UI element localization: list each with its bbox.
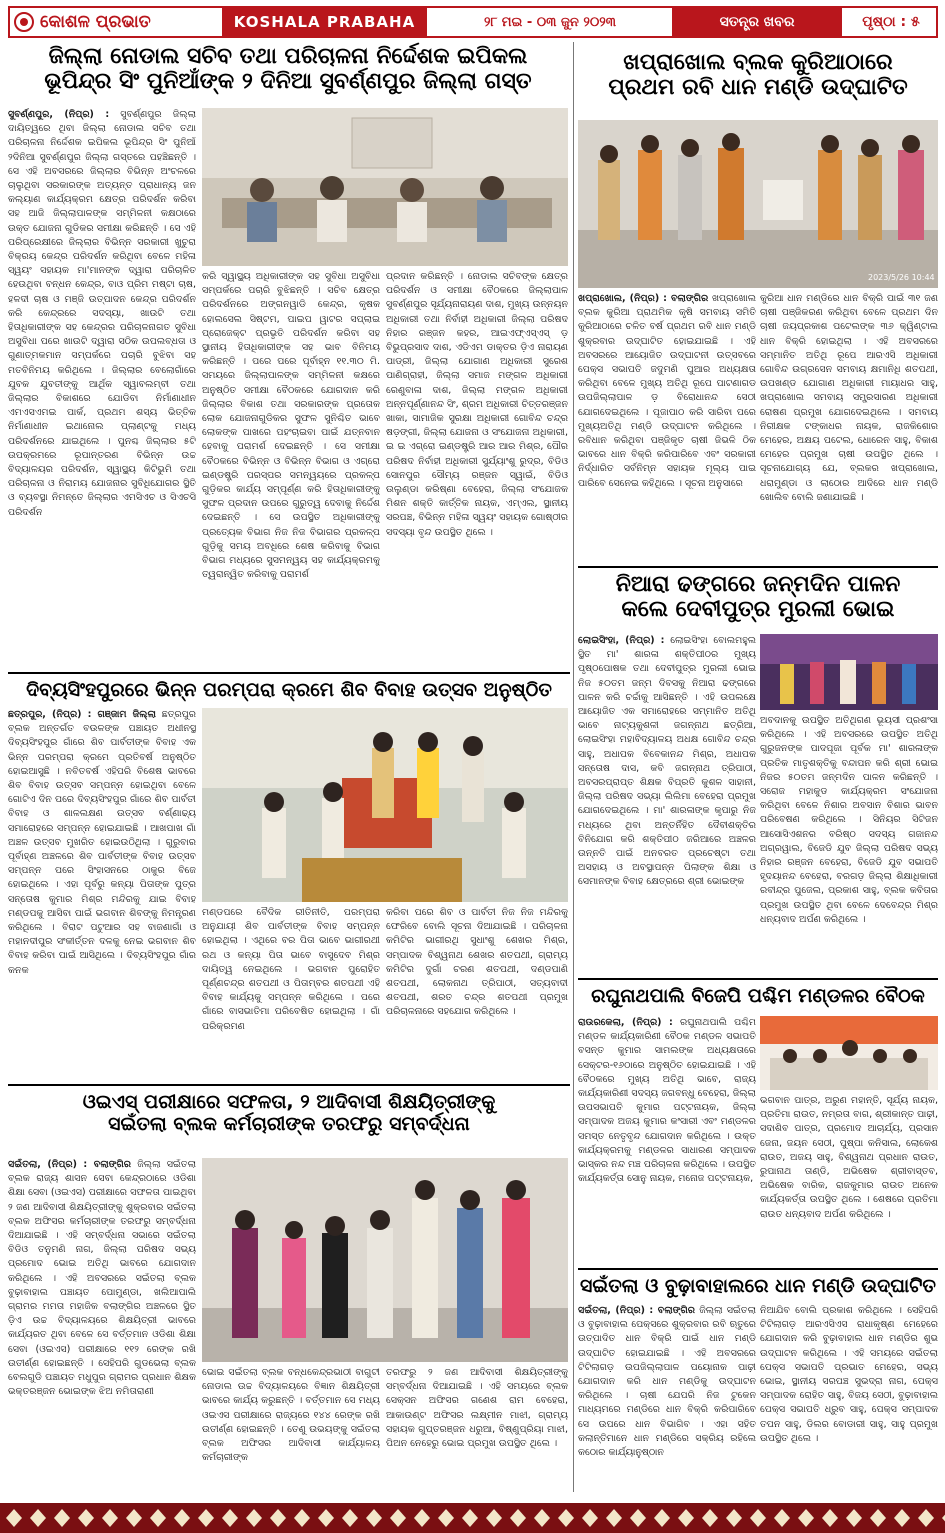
band-diamond [606,1509,622,1527]
separator-rule [578,1268,938,1270]
article-6-column-3 [386,1366,568,1498]
article-1-body-1: ସୁବର୍ଣ୍ଣପୁର ଜିଲ୍ଲା ଦାୟିତ୍ୱରେ ଥିବା ଜିଲ୍ଲା ନୋଡାଲ ସଚିବ ତଥା ପରିଚାଳନା ନିର୍ଦ୍ଦେଶକ ଇପିକଲ ଭୂପିନ୍ଦ୍ର ସିଂ ପୁନିଆଁ ୨ଦିନିଆ ସୁବର୍ଣ୍ଣପୁର ଜିଲ୍ଲା ଗସ୍ତରେ ପହଞ୍ଚିଛନ୍ତି । ସେ ଏହି ଅବସରରେ ଜିଲ୍ଲାର ବିଭିନ୍ନ ଅଂଚଳରେ ଚାଲୁଥିବା ସରକାରଙ୍କ ଅତ୍ୟନ୍ତ ପ୍ରାଧାନ୍ୟ ଜନ କଲ୍ୟାଣ କାର୍ଯ୍ୟକ୍ରମ କ୍ଷେତ୍ର ପରିଦର୍ଶନ କରିବା ସହ ଆଜି ଜିଲ୍ଲାପାଳଙ୍କ ସମ୍ମିଳନୀ କକ୍ଷଠାରେ ଉକ୍ତ ଯୋଜନା ଗୁଡିକର ସମୀକ୍ଷା କରିଛନ୍ତି । ସେ ଏହି ପରିପ୍ରେକ୍ଷୀରେ ଜିଲ୍ଲାର ବିଭିନ୍ନ ସରକାରୀ ଖୁଚୁରା ବିକ୍ରୟ କେନ୍ଦ୍ର ପରିଦର୍ଶନ କରିଥିବା ବେଳେ ମହିଳା ସ୍ୱୟଂ ସହାୟକ ମା'ମାନଙ୍କ ଦ୍ୱାରା ପରିଚାଳିତ ହେଉଥିବା ବନ୍ଧନ କେନ୍ଦ୍ର, ବାଓ ପ୍ରିମ ମଷ୍ଟା ଚାଷ, ହଳଦୀ ଚାଷ ଓ ମଞ୍ଜି ଉତ୍ପାଦନ କେନ୍ଦ୍ର ପରିଦର୍ଶନ କରି କେନ୍ଦ୍ରରେ ସଦସ୍ୟା, ଖାଉଟି ତଥା ହିତାଧିକାରୀଙ୍କ ସହ କେନ୍ଦ୍ରର ପରିଚାଳନାଗତ ସୁବିଧା ଅସୁବିଧା ପରେ ଖାଉଟି ଦ୍ୱାରା ସଠିକ ଉପଲବ୍ଧତା ଓ ଗୁଣାତ୍ମକମାନ ସମ୍ପର୍କରେ ପଚାରି ବୁଝିବା ସହ ମତବିନିମୟ କରିଥିଲେ । ଜିଲ୍ଲାର ବେଲୋଗାଁରେ ଯୁବକ ଯୁବତୀଙ୍କୁ ଆର୍ଥିକ ସ୍ୱାବଲମ୍ବୀ ତଥା ଜିଲ୍ଲାର ବିକାଶରେ ଯୋଡିବା ନିର୍ମାଣାଧୀନ ଏମଏସଏମଇ ପାର୍କ, ପ୍ରଥମ ଶସ୍ୟ ଭିତ୍ତିକ ନିର୍ମାଣାଧୀନ ଇଥାନୋଲ ପ୍ଲାଣ୍ଟକୁ ମଧ୍ୟ ପରିଦର୍ଶନରେ ଯାଇଥିଲେ । ପୁନଶ୍ଚ ଜିଲ୍ଲାର ୫ଟି ଉପକ୍ରମରେ ରୂପାନ୍ତରଣ ବିଭିନ୍ନ ଉଚ୍ଚ ବିଦ୍ୟାଳୟର ପରିଦର୍ଶନ, ସ୍ୱାସ୍ଥ୍ୟ କିଟିଭୁମି ତଥା ପରିଚାଳନା ଓ ନିରାମୟ ଯୋଜନାର ସୁବିଧିଯୋଗର ସ୍ଥିତି ଓ ବ୍ୟବସ୍ଥା ନିମନ୍ତେ ଜିଲ୍ଲାର ଏମସିଏଚ ଓ ସିଏଚସି ପରିଦର୍ଶନ [8,109,196,518]
article-6-headline [8,1092,570,1136]
article-4-body-3: କରିବା ପରେ ଶିବ ଓ ପାର୍ବତୀ ନିଜ ନିଜ ମନ୍ଦିରକୁ ଫେରିବେ ବୋଲି ସୂଚନା ଦିଆଯାଇଛି । ପରିଚାଳନା କମିଟିର ଭାଗୀରଥି ସୁଧାଂଶୁ ଶେଖର ମିଶ୍ର, ସମ୍ପାଦକ ବିଶ୍ୱନାଥ ଶେଖର ଶତପଥୀ, ଗ୍ରାମ୍ୟ କମିଟିର ଦୁର୍ଗା ଚରଣ ଶତପଥୀ, ଦଣ୍ଡପାଣି ଶତପଥୀ, ଲୋକନାଥ ତ୍ରିପାଠୀ, ସତ୍ୟବାଦୀ ଶତପଥୀ, ଶରତ ଚନ୍ଦ୍ର ଶତପଥୀ ପ୍ରମୁଖ ପରିଚାଳନାରେ ସହଯୋଗ କରିଥିଲେ । [386,907,568,1018]
separator-rule [578,566,938,568]
band-diamond [822,1509,838,1527]
article-3-byline: ଲୋଇସିଂହା, (ନିପ୍ର) : [578,635,665,646]
article-3-column-2 [760,714,938,974]
article-2-photo [578,120,938,288]
article-1-body-3: ପ୍ରଦାନ କରିଛନ୍ତି । ନୋଡାଲ ସଚିବଙ୍କ କ୍ଷେତ୍ର ପରିଦର୍ଶନ ଓ ସମୀକ୍ଷା ବୈଠକରେ ଜିଲ୍ଲାପାଳ ସୁବର୍ଣ୍ଣପୁର ସୂର୍ଯ୍ୟନାରାୟଣ ଦାଶ, ମୁଖ୍ୟ ଉନ୍ନୟନ ଅଧିକାରୀ ତଥା ନିର୍ବାହୀ ଅଧିକାରୀ ଜିଲ୍ଲା ପରିଷଦ ନିହାର ରଞ୍ଜନ କହର, ଆଇଏଫ୍ଏସ୍ଏସ୍ ଡ଼ ବିଭୁପ୍ରସାଦ ଦାଶ, ଏଡିଏମ ଡାକ୍ତର ଡ଼ିଏ ନାରାୟଣ ପାଡ୍ରୀ, ଜିଲ୍ଲା ଯୋଗାଣ ଅଧିକାରୀ ସୁରେଶ ପାଣିଗ୍ରାହୀ, ଜିଲ୍ଲା ସମାଜ ମଙ୍ଗଳ ଅଧିକାରୀ ରେଣୁବାଳା ଦାଶ, ଜିଲ୍ଲା ମଙ୍ଗଳ ଅଧିକାରୀ ଅନ୍ନପୂର୍ଣ୍ଣାନନ୍ଦ ସିଂ, ଶ୍ରମ ଅଧିକାରୀ ଚିତ୍ତରଞ୍ଜନ ଖାକା, ସାମାଜିକ ସୁରକ୍ଷା ଅଧିକାରୀ ଗୋବିନ୍ଦ ଚନ୍ଦ୍ର ଷଡ଼ଙ୍ଗୀ, ଜିଲ୍ଲା ଯୋଜନା ଓ ସଂଯୋଜନା ଅଧିକାରୀ, ଇ ଇ ଏଗ୍ରୋ ଇଣ୍ଡଷ୍ଟ୍ରି ଆର ଆର ମିଶ୍ର, ପୌର ପରିଷଦ ନିର୍ବାହୀ ଅଧିକାରୀ ସୁର୍ଯ୍ୟାଂଶୁ ରୁଦ୍ର, ବିଡିଓ ସୋନପୁର ସୌମ୍ୟ ରଞ୍ଜନ ସ୍ୱାଇଁ, ବିଡିଓ ଉଲୁଣ୍ଡା କରିଷ୍ଣା ବେହେରା, ଜିଲ୍ଲା ସଂଯୋଜକ ମିଶନ ଶକ୍ତି କାର୍ତ୍ତିକ ନାୟକ, ଏମ୍ଏଲ, ସ୍ଥାନୀୟ ସରପଞ୍ଚ, ବିଭିନ୍ନ ମହିଳା ସ୍ୱୟଂ ସହାୟକ ଗୋଷ୍ଠୀର ସଦସ୍ୟା ବୃନ୍ଦ ଉପସ୍ଥିତ ଥିଲେ । [386,271,568,538]
band-diamond [510,1509,526,1527]
band-diamond [918,1509,934,1527]
band-diamond [558,1509,574,1527]
article-6-headline-line1: ଓଇଏସ୍ ପରୀକ୍ଷାରେ ସଫଳତା, ୨ ଆଦିବାସୀ ଶିକ୍ଷୟିତ୍ରୀଙ୍କୁ [82,1091,496,1113]
emblem-icon [14,12,34,32]
band-diamond [390,1509,406,1527]
article-3-headline [580,572,936,623]
article-2-body-2: କୁରିଆ ଧାନ ମଣ୍ଡିରେ ଧାନ ବିକ୍ରି ପାଇଁ ୩୧ ଜଣ ଚାଷୀ ପଞ୍ଜିକରଣ କରିଥିବା ବେଳେ ପ୍ରଥମ ଦିନ ଚାଷୀ ଜୟପ୍ରକାଶ ପଟେଲଙ୍କ ୩୬ କ୍ୱିଣ୍ଟାଲ ଧାନ ବିକ୍ରି ହୋଇଥିଲା । ଏହି ଅବସରରେ ସମ୍ମାନିତ ଅତିଥି ରୂପେ ଆରଏସି ଅଧିକାରୀ ଗୋବିନ୍ଦ ଉଗ୍ରସେନ ସମବାୟ କ୍ଷମାନିଧି ଶତପଥୀ, ଉପଖଣ୍ଡ ଯୋଗାଣ ଅଧିକାରୀ ମାୟାଧର ସାହୁ, ଖପ୍ରାଖୋଲ ସମବାୟ ସମ୍ପ୍ରସାରଣ ଅଧିକାରୀ ରୋଷଣ ପ୍ରମୁଖ ଯୋଗଦେଇଥିଲେ । ସମବାୟ ନିରୀକ୍ଷକ ଟଙ୍କାଧର ନାୟକ, ରାଜକିଶୋର ମେହେର, ଅକ୍ଷୟ ପଟେଲ, ଧୋରେନ ସାହୁ, ବିକାଶ ମେହେର ପ୍ରମୁଖ ଚାଷୀ ଉପସ୍ଥିତ ଥିଲେ । ସୂଚନାଯୋଗ୍ୟ ଯେ, ବ୍ଲକର ଖପ୍ରାଖୋଲ, ଧରାମୁଣ୍ଡା ଓ ଲାଠୋର ଆଦିରେ ଧାନ ମଣ୍ଡି ଖୋଲିବ ବୋଲି ଜଣାଯାଇଛି । [760,293,938,503]
article-1-photo [202,108,568,266]
footer-decorative-band [0,1503,945,1533]
article-5-column-2 [760,1094,938,1264]
article-6-column-2 [202,1366,380,1498]
band-diamond [54,1509,70,1527]
article-2-column-2 [760,292,938,562]
band-diamond [678,1509,694,1527]
separator-rule [8,1084,570,1086]
band-diamond [102,1509,118,1527]
article-4-headline: ଦିବ୍ୟସିଂହପୁରରେ ଭିନ୍ନ ପରମ୍ପରା କ୍ରମେ ଶିବ ବିବାହ ଉତ୍ସବ ଅନୁଷ୍ଠିତ [26,679,552,701]
band-diamond [30,1509,46,1527]
band-diamond [726,1509,742,1527]
band-diamond [894,1509,910,1527]
article-5-column-1 [578,1016,756,1264]
article-2-headline-line1: ଖପ୍ରାଖୋଲ ବ୍ଲକ କୁରିଆଠାରେ [623,50,893,75]
band-diamond [414,1509,430,1527]
article-4-body-2: ମଣ୍ଡପରେ ବୈଦିକ ରୀତିନୀତି, ପରମ୍ପରା ଅନୁଯାୟୀ ଶିବ ପାର୍ବତୀଙ୍କ ବିବାହ ସମ୍ପନ୍ନ ହୋଇଥିଲା । ଏଥିରେ ବର ପିତା ଭାବେ ଭାଗୀରଥୀ ରଥ ଓ କନ୍ୟା ପିତା ଭାବେ ବାସୁଦେବ ମିଶ୍ର ଦାୟିତ୍ୱ ନେଇଥିଲେ । ଭଗବାନ ପୁରୋହିତ ପୂର୍ଣ୍ଣଚନ୍ଦ୍ର ଶତପଥୀ ଓ ପିତାମ୍ବର ଶତପଥୀ ଏହି ବିବାହ କାର୍ଯ୍ୟକୁ ସମ୍ପନ୍ନ କରିଥିଲେ । ପରେ ଗାଁରେ ବାସଭାତିମା ପରିବେଷିତ ହୋଇଥିଲା । ଗାଁ ପରିକ୍ରମଣ [202,907,380,1032]
article-7-column-1 [578,1304,756,1498]
article-2-headline [580,50,936,101]
band-diamond [870,1509,886,1527]
band-diamond [318,1509,334,1527]
band-diamond [846,1509,862,1527]
article-6-body-3: ତରଫରୁ ୨ ଜଣ ଆଦିବାସୀ ଶିକ୍ଷୟିତ୍ରୀଙ୍କୁ ସମ୍ବର୍ଦ୍ଧନା ଦିଆଯାଇଛି । ଏହି ସମୟରେ ବ୍ଲକ ସେକ୍ସନ ଅଫିସର ଗଣେଶ ରାମ ବେହେରା, ଆକାଉଣ୍ଟ ଅଫିସର ଲକ୍ଷ୍ମୀନ ମାଝୀ, ଗ୍ରାମ୍ୟ ସହାୟକ ଗୁପ୍ତରଞ୍ଜନ ଧରୁଆ, ବିଷ୍ଣୁପ୍ରିୟା ମାଝୀ, ପିଅନ ନେହେରୁ ଭୋଇ ପ୍ରମୁଖ ଉପସ୍ଥିତ ଥିଲେ । [386,1367,568,1450]
band-diamond [534,1509,550,1527]
band-diamond [774,1509,790,1527]
band-diamond [222,1509,238,1527]
band-diamond [438,1509,454,1527]
article-4-byline: ଛତ୍ରପୁର, (ନିପ୍ର) : ଗଞ୍ଜାମ ଜିଲ୍ଲା [8,709,156,720]
band-diamond [654,1509,670,1527]
article-1-headline-line2: ଭୂପିନ୍ଦ୍ର ସିଂ ପୁନିଆଁଙ୍କ ୨ ଦିନିଆ ସୁବର୍ଣ୍ଣପୁର ଜିଲ୍ଲା ଗସ୍ତ [44,69,532,95]
article-5-byline: ରାଉରକେଲା, (ନିପ୍ର) : [578,1017,673,1028]
article-6-body-1: ଜିଲ୍ଲା ସଇଁତଲା ବ୍ଲକ ରାଜ୍ୟ ଶାସନ ସେବା କେନ୍ଦ୍ରଠାରେ ଓଡିଶା ଶିକ୍ଷା ସେବା (ଓଇଏସ) ପରୀକ୍ଷାରେ ସଫଳତା ପାଇଥିବା ୨ ଜଣ ଆଦିବାସୀ ଶିକ୍ଷୟିତ୍ରୀଙ୍କୁ ଶୁକ୍ରବାର ସଇଁତଲା ବ୍ଲକ ଅଫିସର କର୍ମଚାରୀଙ୍କ ତରଫରୁ ସମ୍ବର୍ଦ୍ଧନା ଦିଆଯାଇଛି । ଏହି ସମ୍ବର୍ଦ୍ଧନା ସଭାରେ ସଇଁତଲା ବିଡିଓ ତନୁମଣି ନାଗ, ଜିଲ୍ଲା ପରିଷଦ ସଭ୍ୟ ପ୍ରମୋଦ ଭୋଇ ଅତିଥି ଭାବରେ ଯୋଗଦାନ କରିଥିଲେ । ଏହି ଅବସରରେ ସଇଁତଲା ବ୍ଲକ ବୁଢ଼ାବାହାଲ ପଞ୍ଚାୟତ ପୋମୁଣ୍ଡା, ଖଲିଆପାଲି ଗ୍ରାମର ମମତା ମହାଜିକ ବଲାଙ୍ଗିର ଅଞ୍ଚଳରେ ସ୍ଥିତ ଡ଼ିଏ ଉଚ୍ଚ ବିଦ୍ୟାଳୟରେ ଶିକ୍ଷୟିତ୍ରୀ ଭାବରେ କାର୍ଯ୍ୟରତ ଥିବା ବେଳେ ସେ ବର୍ତ୍ତମାନ ଓଡିଶା ଶିକ୍ଷା ସେବା (ଓଇଏସ) ପରୀକ୍ଷାରେ ୧୧୨ ରେଙ୍କ ରଖି ଉତୀର୍ଣ୍ଣ ହୋଇଛନ୍ତି । ସେହିପରି ଗୁଡଭେଲା ବ୍ଲକ ବେଲଗୁଡି ପଞ୍ଚାୟତ ମଧୁପୁର ଗ୍ରାମର ପ୍ରଧାନ ଶିକ୍ଷକ ଭକ୍ତରଞ୍ଜନ ଭୋଇଙ୍କ ଝିଅ ନମିତାରାଣୀ [8,1159,196,1398]
article-4-column-1 [8,708,196,1080]
band-diamond [702,1509,718,1527]
band-diamond [174,1509,190,1527]
article-2-body-1: ଖପ୍ରାଖୋଲ ବ୍ଲକ କୁରିଆ ପ୍ରାଥମିକ କୃଷି ସମବାୟ ସମିତି କୁରିଆଠାରେ ଚଳିତ ବର୍ଷ ପ୍ରଥମ ରବି ଧାନ ମଣ୍ଡି ଶୁକ୍ରବାର ଉଦ୍‌ଘାଟିତ ହୋଇଯାଇଛି । ଏହି ଅବସରରେ ଆୟୋଜିତ ଉଦ୍‌ଘାଟନୀ ଉତ୍ସବରେ ପେକ୍ସ ସଭାପତି ଜଦୁମଣି ପୁଆର ଅଧ୍ୟକ୍ଷତା କରିଥିବା ବେଳେ ମୁଖ୍ୟ ଅତିଥି ରୂପେ ପାଟଣାଗଡ ଉପଜିଲ୍ଲାପାଳ ଡ଼ ବିରୋଧାନନ୍ଦ ସେଠୀ ଯୋଗଦେଇଥିଲେ । ପୂଜାପାଠ କରି ସାରିବା ପରେ ମୁଖ୍ୟଅତିଥି ମଣ୍ଡି ଉଦ୍‌ଘାଟନ କରିଥିଲେ । ରବିଧାନ କରିଥିବା ପଞ୍ଜିକୃତ ଚାଷୀ ଜିଭଳି ଠିକ ଭାବରେ ଧାନ ବିକ୍ରି କରିପାରିବେ ଏବଂ ସରକାରୀ ନିର୍ଦ୍ଧାରିତ ସର୍ବନିମ୍ନ ସହାୟକ ମୂଲ୍ୟ ପାଇ ପାରିବେ ସେନେଇ କହିଥିଲେ । ସୂଚନା ଅନୁସାରେ [578,293,756,489]
article-4-photo [202,708,568,902]
band-diamond [198,1509,214,1527]
article-4-column-3 [386,906,568,1080]
article-3-headline-line2: କଲେ ଦେବୀପୁତ୍ର ମୁରଲୀ ଭୋଇ [621,597,895,623]
band-diamond [126,1509,142,1527]
band-diamond [486,1509,502,1527]
article-5-photo [760,1016,938,1090]
article-7-headline: ସଇଁତଲା ଓ ବୁଢ଼ାବାହାଲରେ ଧାନ ମଣ୍ଡି ଉଦ୍‌ଘାଟିତ [580,1275,936,1297]
band-diamond [462,1509,478,1527]
article-7-body-2: ନିଆଯିବ ବୋଲି ପ୍ରକାଶ କରିଥିଲେ । ସେହିପରି ଟିଟିଲାଗଡ଼ ଆରଏସିଏସ ରାଧାକୃଷ୍ଣ ମେହେରେ ଯୋଗଦାନ କରି ବୁଢ଼ାବାହାଲ ଧାନ ମଣ୍ଡିର ଶୁଭ ଉଦ୍‌ଘାଟନ କରିଥିଲେ । ଏହି ସମୟରେ ସଇଁତଲା ପେକ୍ସ ସଭାପତି ପ୍ରଭାତ ମେହେର, ସଭ୍ୟ ଭୋଇ, ସ୍ଥାନୀୟ ସରପଞ୍ଚ ସୁଭଦ୍ରା ନାଗ, ପେକ୍ସ ସମ୍ପାଦକ ରୋହିତ ସାହୁ, ବିଜୟ ସେଠୀ, ବୁଢ଼ାବାହାଲ ପେକ୍ସ ସଭାପତି ଧ୍ରୁବ ସାହୁ, ପେକ୍ସ ସମ୍ପାଦକ ତପନ ସାହୁ, ଡିଲର ବୋଡାରୀ ସାହୁ, ସାହୁ ପ୍ରମୁଖ ଉପସ୍ଥିତ ଥିଲେ । [760,1305,938,1444]
footer-pattern [0,1503,945,1533]
band-diamond [798,1509,814,1527]
article-6-headline-line2: ସଇଁତଲା ବ୍ଲକ କର୍ମଚାରୀଙ୍କ ତରଫରୁ ସମ୍ବର୍ଦ୍ଧନା [108,1112,470,1135]
article-6-byline: ସଇଁତଲା, (ନିପ୍ର) : ବଲାଙ୍ଗିର [8,1159,132,1170]
article-3-body-1: ଲୋଇସିଂହା ବୋଲମହୁଲ ସ୍ଥିତ ମା' ଶାରଳା ଶକ୍ତିପୀଠର ମୁଖ୍ୟ ପୃଷ୍ଠପୋଷକ ତଥା ଦେବୀପୁତ୍ର ମୁରଲୀ ଭୋଇ ନିଜ ୫୦ତମ ଜନ୍ମ ଦିବସକୁ ନିଆରା ଢଙ୍ଗରେ ପାଳନ କରି ଚର୍ଚ୍ଚାକୁ ଆସିଛନ୍ତି । ଏହି ଉପଲକ୍ଷେ ଆୟୋଜିତ ଏକ ସମାରୋହରେ ସମ୍ମାନିତ ଅତିଥି ଭାବେ ନାଟ୍ୟକୁଶଳୀ ଜଗନ୍ନାଥ ଛତ୍ରିଆ, ଲୋଇସିଂହା ମହାବିଦ୍ୟାଳୟ ଅଧକ୍ଷ ଗୋବିନ୍ଦ ଚନ୍ଦ୍ର ସାହୁ, ଅଧାପକ ବିବେକାନନ୍ଦ ମିଶ୍ର, ଅଧାପକ ସନ୍ତୋଷ ଦାସ, କବି ଜଗନ୍ନାଥ ତ୍ରିପାଠୀ, ଅବସରପ୍ରାପ୍ତ ଶିକ୍ଷକ ବିପ୍ରତି କୁଶଳ ସାହାନୀ, ଜିଲ୍ଲା ପରିଷଦ ସଭ୍ୟା ଲିଲିମା ବେହେରା ପ୍ରମୁଖ ଯୋଗଦେଇଥିଲେ । ମା' ଶାରଳାଙ୍କ କୃପାରୁ ନିଜ ମଧ୍ୟରେ ଥିବା ଅନ୍ତର୍ନିହିତ ଦୈବୀଶକ୍ତିର ବିନିଯୋଗ କରି ଶକ୍ତିପୀଠ ଜରିଆରେ ଅଞ୍ଚଳର ଉନ୍ନତି ପାଇଁ ଅନବରତ ପ୍ରଚେଷ୍ଟା ତଥା ଅସହାୟ ଓ ଅବସ୍ଥାପନ୍ନ ପିଲାଙ୍କ ଶିକ୍ଷା ଓ ସେମାନଙ୍କ ବିବାହ କ୍ଷେତ୍ରରେ ଶ୍ରୀ ଭୋଇଙ୍କ [578,635,756,888]
article-3-photo [760,634,938,710]
page-number: ପୃଷ୍ଠା : ୫ [862,14,920,30]
article-2-byline: ଖପ୍ରାଖୋଲ, (ନିପ୍ର) : ବଲାଙ୍ଗିର [578,293,709,304]
article-4-body-1: ଛତ୍ରପୁର ବ୍ଲକ ଅନ୍ତର୍ଗତ ବଉଳଙ୍କ ପଞ୍ଚାୟତ ଅଧୀନସ୍ଥ ଦିବ୍ୟସିଂହପୁର ଗାଁରେ ଶିବ ପାର୍ବତୀଙ୍କ ବିବାହ ଏକ ଭିନ୍ନ ପରମ୍ପରା କ୍ରମେ ପ୍ରତିବର୍ଷ ଅନୁଷ୍ଠିତ ହୋଇଆସୁଛି । ନବିତବର୍ଷ ଏହିପରି ବିଶେଷ ଭାବରେ ଶିବ ବିବାହ ଉତ୍ସବ ସମ୍ପନ୍ନ ହୋଇଥିବା ବେଳେ ଗୋଟିଏ ଦିନ ପରେ ଦିବ୍ୟସିଂହପୁର ଗାଁରେ ଶିବ ପାର୍ବତୀ ବିବାହ ଓ ଶାଳଲକ୍ଷଣ ଉତ୍ସବ ବର୍ଣ୍ଣାଢ୍ୟ ସମାରୋହରେ ସମ୍ପନ୍ନ ହୋଇଯାଇଛି । ଆଖପାଖ ଗାଁ ଅଞ୍ଚଳ ଉତ୍ସବ ମୁଖରିତ ହୋଇଉଠିଥିଲା । ଗୁରୁବାର ପୂର୍ବାହ୍ଣ ଅଞ୍ଚଳରେ ଶିବ ପାର୍ବତୀଙ୍କ ବିବାହ ଉତ୍ସବ ସମ୍ପନ୍ନ ପରେ ସିଂହାସନରେ ଠାକୁର ବିଜେ ହୋଇଥିଲେ । ଏହା ପୂର୍ବରୁ କନ୍ୟା ପିତାଙ୍କ ପୁତ୍ର ସନ୍ତୋଷ କୁମାର ମିଶ୍ର ମନ୍ଦିରକୁ ଯାଇ ବିବାହ ମଣ୍ଡପକୁ ଆସିବା ପାଇଁ ଭଗବାନ ଶିବଙ୍କୁ ନିମନ୍ତ୍ରଣ କରିଥିଲେ । ବିରାଟ ପଟୁଆର ସହ ବାଜଣାଗାଁ ଓ ମହାନଦୀପୁର ସଂକୀର୍ତ୍ତନ ଦଳକୁ ନେଇ ଭଗବାନ ଶିବ ବିବାହ କରିବା ପାଇଁ ଆସିଥିଲେ । ଦିବ୍ୟସିଂହପୁର ଗାଁର କନକ [8,709,196,976]
article-5-body-2: ଭଗବାନ ପାତ୍ର, ଅରୁଣ ମହାନ୍ତି, ସୂର୍ଯ୍ୟ ନାୟକ, ପ୍ରତିମା ରାଉତ, ନମ୍ରତା ବାଗ, ଶ୍ରୀକାନ୍ତ ପାଢ଼ୀ, ସଦାଶିବ ପାତ୍ର, ପ୍ରମୋଦ ଆଚାର୍ଯ୍ୟ, ପ୍ରସାନ ଜେନା, ଜୟନ ସେଠୀ, ପୁଷ୍ପା କନିସାଲ, ଲୋକେଶ ରାଉତ, ଅଜୟ ସାହୁ, ବିଶ୍ୱନାଥ ପ୍ରଧାନ ରାଉତ, ରୁପାନାଥ ତାଣ୍ଡି, ଅଭିଷେକ ଶ୍ରୀବାସ୍ତବ, ଅଭିଷେକ ବାରିକ, ରାଜକୁମାର ରାଉତ ଅନେକ କାର୍ଯ୍ୟକର୍ତ୍ତା ଉପସ୍ଥିତ ଥିଲେ । ଶେଷରେ ପ୍ରତିମା ରାଉତ ଧନ୍ୟବାଦ ଅର୍ପଣ କରିଥିଲେ । [760,1095,938,1220]
band-diamond [630,1509,646,1527]
masthead-date: ୨୮ ମଇ - ୦୩ ଜୁନ ୨୦୨୩ [484,14,616,30]
article-3-headline-line1: ନିଆରା ଢଙ୍ଗରେ ଜନ୍ମଦିନ ପାଳନ [615,572,901,597]
band-diamond [6,1509,22,1527]
article-6-body-2: ଭୋଇ ସଇଁତଲା ବ୍ଲକ ବନ୍ଧକେନ୍ଦ୍ରଭାଠୀ ବାଗୁଟୀ ନୋଡାଲ ଉଚ୍ଚ ବିଦ୍ୟାଳୟରେ ବିଜ୍ଞାନ ଶିକ୍ଷୟିତ୍ରୀ ଭାବରେ କାର୍ଯ୍ୟ କରୁଛନ୍ତି । ବର୍ତ୍ତମାନ ସେ ମଧ୍ୟ ଓଇଏସ ପରୀକ୍ଷାରେ ରାଜ୍ୟରେ ୧୪୪ ରେଙ୍କ ରଖି ଉତୀର୍ଣ୍ଣ ହୋଇଛନ୍ତି । ତେଣୁ ଉଭୟଙ୍କୁ ସଇଁତଲା ବ୍ଲକ ଅଫିସର ଆଦିବାସୀ କାର୍ଯ୍ୟାଳୟ କର୍ମଚାରୀଙ୍କ [202,1367,380,1464]
photo-timestamp: 2023/5/26 10:44 [868,273,935,282]
article-7-byline: ସଇଁତଲା, (ନିପ୍ର) : ବଲାଙ୍ଗିର [578,1305,696,1316]
article-3-body-2: ଅବଦାନକୁ ଉପସ୍ଥିତ ଅତିଥିଗଣ ଭୂୟସୀ ପ୍ରଶଂସା କରିଥିଲେ । ଏହି ଅବସରରେ ଉପସ୍ଥିତ ଅତିଥି ଗୁରୁଜନଙ୍କ ପାଦପୂଜା ପୂର୍ବକ ମା' ଶାରଳାଙ୍କ ପ୍ରତିକ ମାତୃଶକ୍ତିକୁ ବନ୍ଦାପନ କରି ଶ୍ରୀ ଭୋଇ ନିଜର ୫୦ତମ ଜନ୍ମଦିନ ପାଳନ କରିଛନ୍ତି । ସରୋଜ ମହାକୁଡ କାର୍ଯ୍ୟକ୍ରମ ସଂଯୋଜନା କରିଥିବା ବେଳେ ନିଶାର ଅବସାନ ବିଶାର ଭାବନ ପରିବେଷଣ କରିଥିଲେ । ସିନିୟର ସିଟିଜନ ଆସୋସିଏଶନର ବରିଷ୍ଠ ସଦସ୍ୟ ଗଜାନନ୍ଦ ଅଗ୍ରୱାଲ, ବିଜେଡି ଯୁବ ଜିଲ୍ଲା ପରିଷଦ ସଭ୍ୟ ନିହାର ରଞ୍ଜନ ବେହେରା, ବିଜେଡି ଯୁବ ସଭାପତି ହୃଦୟାନନ୍ଦ ବେହେରା, ବରଗଡ଼ ଜିଲ୍ଲା ଶିକ୍ଷାଧିକାରୀ ରବୀନ୍ଦ୍ର ପୁଜେଲ, ପ୍ରକାଶ ସାହୁ, ବ୍ଲକ କବିତାର ପ୍ରମୁଖ ଉପସ୍ଥିତ ଥିବା ବେଳେ ଦେବେନ୍ଦ୍ର ମିଶ୍ର ଧନ୍ୟବାଦ ଅର୍ପଣ କରିଥିଲେ । [760,715,938,925]
article-4-column-2 [202,906,380,1080]
band-diamond [270,1509,286,1527]
article-1-column-1 [8,108,196,668]
article-2-column-1 [578,292,756,562]
band-diamond [342,1509,358,1527]
separator-rule [8,672,570,674]
article-6-photo [202,1158,568,1362]
article-7-body-1: ଜିଲ୍ଲା ସଇଁତଲା ଓ ବୁଢ଼ାବାହାଲ ପେକ୍ସରେ ଶୁକ୍ରବାର ରବି ଋତୁରେ ଉତ୍ପାଦିତ ଧାନ ବିକ୍ରି ପାଇଁ ଧାନ ମଣ୍ଡି ଉଦ୍‌ଘାଟିତ ହୋଇଯାଇଛି । ଏହି ଅବସରରେ ଟିଟିଲାଗଡ଼ ଉପଜିଲ୍ଲାପାଳ ପୟୋନାକ ପାଢ଼ୀ ଯୋଗଦାନ କରି ଧାନ ମଣ୍ଡିକୁ ଉଦ୍‌ଘାଟନ କରିଥିଲେ । ଚାଷୀ ଯେପରି ନିଜ ଟୁକେନ ମାଧ୍ୟମରେ ମଣ୍ଡିରେ ଧାନ ବିକ୍ରି କରିପାରିବେ ସେ ଉପରେ ଧାନ ବିଭାଗିବ । ଏହା ସହିତ କଲାନ୍ତିମାନେ ଧାନ ମଣ୍ଡିରେ ସକ୍ରିୟ ରହିଲେ କଠୋର କାର୍ଯ୍ୟାନୁଷ୍ଠାନ [578,1305,756,1459]
article-1-headline [8,44,568,95]
article-5-headline: ରଘୁନାଥପାଲି ବିଜେପି ପଶ୍ଚିମ ମଣ୍ଡଳର ବୈଠକ [591,985,925,1007]
band-diamond [78,1509,94,1527]
band-diamond [582,1509,598,1527]
band-diamond [150,1509,166,1527]
article-1-column-3 [386,270,568,668]
masthead-logo [8,6,220,38]
logo-text: କୋଶଳ ପ୍ରଭାତ [40,12,151,32]
article-2-headline-line2: ପ୍ରଥମ ରବି ଧାନ ମଣ୍ଡି ଉଦ୍‌ଘାଟିତ [608,75,908,101]
masthead-name-en: KOSHALA PRABAHA [222,8,427,36]
band-diamond [366,1509,382,1527]
band-diamond [294,1509,310,1527]
band-diamond [750,1509,766,1527]
article-1-byline: ସୁବର୍ଣ୍ଣପୁର, (ନିପ୍ର) : [8,109,110,120]
masthead-section: ସତନ୍ତ୍ର ଖବର [672,8,842,36]
article-1-headline-line1: ଜିଲ୍ଲା ନୋଡାଲ ସଚିବ ତଥା ପରିଚାଳନା ନିର୍ଦ୍ଦେଶକ ଇପିକଲ [48,44,528,69]
article-1-body-2: କରି ସ୍ୱାସ୍ଥ୍ୟ ଅଧିକାରୀଙ୍କ ସହ ସୁବିଧା ଅସୁବିଧା ସମ୍ପର୍କରେ ପଚାରି ବୁଝିଛନ୍ତି । ସଚିବ କ୍ଷେତ୍ର ପରିଦର୍ଶନରେ ଅଙ୍ଗନୱାଡି କେନ୍ଦ୍ର, କୃଷକ ହୋଲସେଲ ସିଷ୍ଟମ, ପାଇପ ୱାଟର ସପ୍ଲାଇ ପ୍ରୋଜେକ୍ଟ ପ୍ରଭୃତି ପରିଦର୍ଶନ କରିବା ସହ ସ୍ଥାନୀୟ ହିତାଧିକାରୀଙ୍କ ସହ ଭାବ ବିନିମୟ କରିଛନ୍ତି । ପରେ ପରେ ପୂର୍ବାହ୍ନ ୧୧.୩୦ ମି. ସମୟରେ ଜିଲ୍ଲାପାଳଙ୍କ ସମ୍ମିଳନୀ କକ୍ଷରେ ଅନୁଷ୍ଠିତ ସମୀକ୍ଷା ବୈଠକରେ ଯୋଗଦାନ କରି ଜିଲ୍ଲାର ବିକାଶ ତଥା ସରକାରଙ୍କ ପ୍ରତୋକ ଲୋକ ଯୋଜନାଗୁଡିକର ସୁଫଳ ସୁନିଶ୍ଚିତ ଭାବେ ଲୋକଙ୍କ ପାଖରେ ପହଂଚାଇବା ପାଇଁ ଯତ୍ନବାନ ହେବାକୁ ପରାମର୍ଶ ଦେଇଛନ୍ତି । ସେ ସମୀକ୍ଷା ବୈଠକରେ ବିଭିନ୍ନ ଓ ବିଭିନ୍ନ ବିଭାଗ ଓ ଏଗ୍ରୋ ଇଣ୍ଡଷ୍ଟ୍ରି ପରସ୍ପର ସମନ୍ୱୟରେ ପ୍ରକଳ୍ପ ଗୁଡ଼ିକର କାର୍ଯ୍ୟ ସମ୍ପୂର୍ଣ୍ଣ କରି ହିତାଧିକାରୀଙ୍କୁ ସୁଫଳ ପ୍ରଦାନ ଉପରେ ଗୁରୁତ୍ୱ ଦେବାକୁ ନିର୍ଦ୍ଦେଶ ଦେଇଛନ୍ତି । ସେ ଉପସ୍ଥିତ ଅଧିକାରୀଙ୍କୁ ପ୍ରତ୍ୟେକ ବିଭାଗ ନିଜ ନିଜ ବିଭାଗର ପ୍ରକଳ୍ପ ଗୁଡ଼ିକୁ ସମୟ ଅବଧିରେ ଶେଷ କରିବାକୁ ବିଭାଗ ବିଭାଗ ମଧ୍ୟରେ ସୁସମନ୍ୱୟ ସହ କାର୍ଯ୍ୟକ୍ରମକୁ ତ୍ୱରାନ୍ୱିତ କରିବାକୁ ପରାମର୍ଶ [202,271,380,581]
separator-rule [578,978,938,980]
article-6-column-1 [8,1158,196,1498]
article-7-column-2 [760,1304,938,1498]
column-divider [573,42,574,1492]
band-diamond [246,1509,262,1527]
article-5-body-1: ରଘୁନାଥପାଲି ପଶ୍ଚିମ ମଣ୍ଡଳ କାର୍ଯ୍ୟକାରିଣୀ ବୈଠକ ମଣ୍ଡଳ ସଭାପତି ବସନ୍ତ କୁମାର ସାମଲଙ୍କ ଅଧ୍ୟକ୍ଷତାରେ ସେକ୍ଟର-୧୬ଠାରେ ଅନୁଷ୍ଠିତ ହୋଇଯାଇଛି । ଏହି ବୈଠକରେ ମୁଖ୍ୟ ଅତିଥି ଭାବେ, ରାଜ୍ୟ କାର୍ଯ୍ୟକାରିଣୀ ସଦସ୍ୟ ଜଗବନ୍ଧୁ ବେହେରା, ଜିଲ୍ଲା ଉପସଭାପତି କୁମାର ପଟ୍ଟନାୟକ, ଜିଲ୍ଲା ସମ୍ପାଦକ ଅଜୟ କୁମାର କଂସାରୀ ଏବଂ ମଣ୍ଡଳର ସମସ୍ତ ନେତୃବୃନ୍ଦ ଯୋଗଦାନ କରିଥିଲେ । ଉକ୍ତ କାର୍ଯ୍ୟକ୍ରମକୁ ମଣ୍ଡଳର ସାଧାରଣ ସମ୍ପାଦକ ଭାସ୍କର ନନ୍ଦ ମଞ୍ଚ ପରିଚାଳନା କରିଥିଲେ । ଉପସ୍ଥିତ କାର୍ଯ୍ୟକର୍ତ୍ତା ସୋନୁ ନାୟକ, ମନୋଜ ପଟ୍ଟନାୟକ, [578,1017,756,1185]
article-3-column-1 [578,634,756,974]
article-1-column-2 [202,270,380,668]
